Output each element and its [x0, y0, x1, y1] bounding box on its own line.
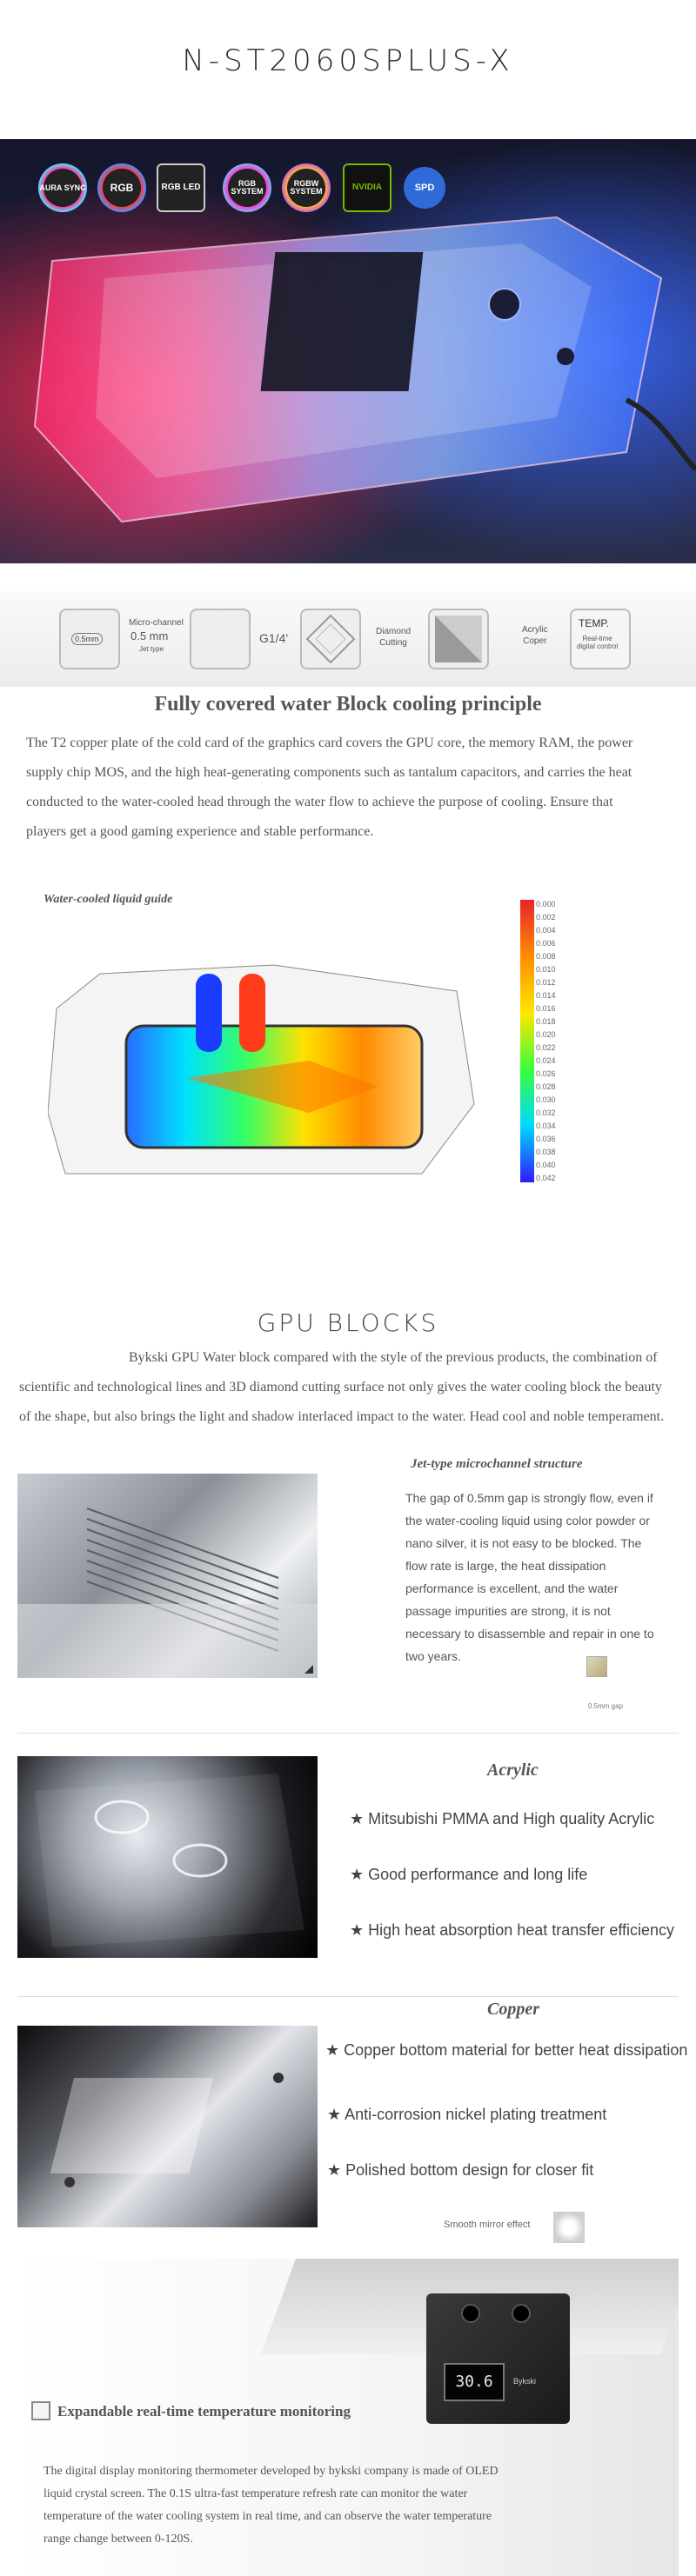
jet-structure-text: The gap of 0.5mm gap is strongly flow, even if the water-cooling liquid using color powder or nano silver, it is not easy to be blocked. The flow rate is large, the heat dissipation performance is excellent, and the water passage impurities are strong, it is not necessary to disassemble and repair in one to two years.	[405, 1491, 654, 1663]
copper-feature: ★ Copper bottom material for better heat dissipation	[325, 2041, 688, 2059]
legend-color-bar	[520, 900, 534, 1182]
thread-label: G1/4'	[259, 631, 289, 645]
temperature-display: 30.6	[444, 2363, 505, 2401]
thread-fitting-icon	[190, 609, 251, 669]
acrylic-feature: ★ Good performance and long life	[350, 1866, 588, 1883]
legend-label: 0.004	[536, 926, 556, 935]
asrock-rgb-led-logo: RGB LED	[157, 163, 205, 212]
legend-label: 0.020	[536, 1030, 556, 1039]
rgb-system-logo: RGB SYSTEM	[223, 163, 271, 212]
temperature-paragraph: The digital display monitoring thermometer developed by bykski company is made of OLED liquid crystal screen. The 0.1S ultra-fast temperature refresh rate can monitor the water temperature of the water cooling system in real time, and can observe the water temperature range change between 0-120S.	[44, 2465, 499, 2546]
copper-feature: ★ Anti-corrosion nickel plating treatment	[327, 2106, 607, 2123]
liquid-guide-diagram	[48, 956, 483, 1182]
thermometer-icon	[31, 2401, 50, 2420]
legend-label: 0.034	[536, 1122, 556, 1130]
gap-detail-thumbnail	[586, 1656, 607, 1677]
temp-control-icon	[570, 609, 631, 669]
rgbw-system-logo: RGBW SYSTEM	[282, 163, 331, 212]
star-icon: ★	[327, 2106, 345, 2123]
jet-microchannel-photo	[17, 1474, 318, 1678]
aura-sync-logo: AURA SYNC	[38, 163, 87, 212]
legend-label: 0.026	[536, 1069, 556, 1078]
acrylic-copper-icon	[428, 609, 489, 669]
cooling-principle-paragraph: The T2 copper plate of the cold card of the graphics card covers the GPU core, the memory RAM, the power supply chip MOS, and the high heat-generating components such as tantalum capacitors, and carries the heat conducted to the water-cooled head through the water flow to achieve the purpose of cooling. Ensure that players get a good gaming experience and stable performance.	[26, 736, 633, 839]
mirror-thumbnail	[553, 2212, 585, 2243]
legend-label: 0.006	[536, 939, 556, 948]
legend-label: 0.002	[536, 913, 556, 922]
material-label: Acrylic Coper	[522, 625, 548, 646]
jet-structure-title: Jet-type microchannel structure	[411, 1457, 583, 1471]
star-icon: ★	[325, 2041, 345, 2059]
legend-label: 0.010	[536, 965, 556, 974]
microchannel-sub: Jet type	[139, 645, 164, 653]
acrylic-feature: ★ Mitsubishi PMMA and High quality Acrylic	[350, 1810, 655, 1827]
temp-sub: Real-time digital control	[577, 635, 619, 650]
legend-label: 0.022	[536, 1043, 556, 1052]
gpu-blocks-paragraph: Bykski GPU Water block compared with the style of the previous products, the combination of scientific and technological lines and 3D diamond cutting surface not only gives the water cooling block the beauty of the shape, but also brings the light and shadow interlaced impact to the water. Head cool and noble temperament.	[19, 1350, 665, 1424]
acrylic-feature: ★ High heat absorption heat transfer efficiency	[350, 1921, 675, 1939]
temperature-heading: Expandable real-time temperature monitoring	[57, 2403, 351, 2420]
copper-heading: Copper	[487, 2000, 539, 2019]
microchannel-label: Micro-channel	[129, 618, 184, 628]
nvidia-logo: NVIDIA	[343, 163, 392, 212]
rgb-logo: RGB	[97, 163, 146, 212]
legend-label: 0.032	[536, 1108, 556, 1117]
flow-legend	[520, 900, 572, 1187]
brand-label: Bykski	[513, 2377, 537, 2386]
star-icon: ★	[327, 2161, 346, 2179]
diamond-cutting-icon	[300, 609, 361, 669]
spd-logo: SPD	[404, 167, 445, 209]
legend-label: 0.016	[536, 1004, 556, 1013]
gap-caption: 0.5mm gap	[588, 1702, 624, 1710]
star-icon: ★	[350, 1866, 369, 1883]
legend-label: 0.008	[536, 952, 556, 961]
microchannel-value: 0.5 mm	[130, 629, 169, 642]
legend-label: 0.000	[536, 900, 556, 909]
divider	[17, 1733, 679, 1734]
legend-label: 0.012	[536, 978, 556, 987]
copper-feature: ★ Polished bottom design for closer fit	[327, 2161, 594, 2179]
thermometer-device	[426, 2293, 570, 2424]
port-hole	[512, 2304, 531, 2323]
divider	[17, 1996, 679, 1997]
legend-label: 0.024	[536, 1056, 556, 1065]
legend-label: 0.036	[536, 1135, 556, 1143]
page-title: N-ST2060SPLUS-X	[182, 43, 514, 78]
section-heading-gpu-blocks: GPU BLOCKS	[257, 1308, 439, 1337]
copper-plate-photo	[17, 2026, 318, 2227]
diamond-label: Diamond Cutting	[376, 627, 412, 648]
liquid-guide-title: Water-cooled liquid guide	[44, 893, 173, 906]
microchannel-icon	[59, 609, 120, 669]
acrylic-block-photo	[17, 1756, 318, 1958]
star-icon: ★	[350, 1810, 369, 1827]
legend-label: 0.030	[536, 1095, 556, 1104]
temp-title: TEMP.	[579, 617, 610, 629]
legend-label: 0.040	[536, 1161, 556, 1169]
legend-label: 0.042	[536, 1174, 556, 1182]
legend-label: 0.014	[536, 991, 556, 1000]
legend-label: 0.018	[536, 1017, 556, 1026]
microchannel-size: 0.5mm	[71, 633, 103, 645]
acrylic-heading: Acrylic	[487, 1761, 539, 1780]
section-heading-cooling-principle: Fully covered water Block cooling principle	[154, 693, 542, 716]
mirror-caption: Smooth mirror effect	[444, 2220, 531, 2230]
legend-label: 0.038	[536, 1148, 556, 1156]
legend-label: 0.028	[536, 1082, 556, 1091]
star-icon: ★	[350, 1921, 369, 1939]
port-hole	[461, 2304, 480, 2323]
feature-strip	[0, 591, 696, 687]
